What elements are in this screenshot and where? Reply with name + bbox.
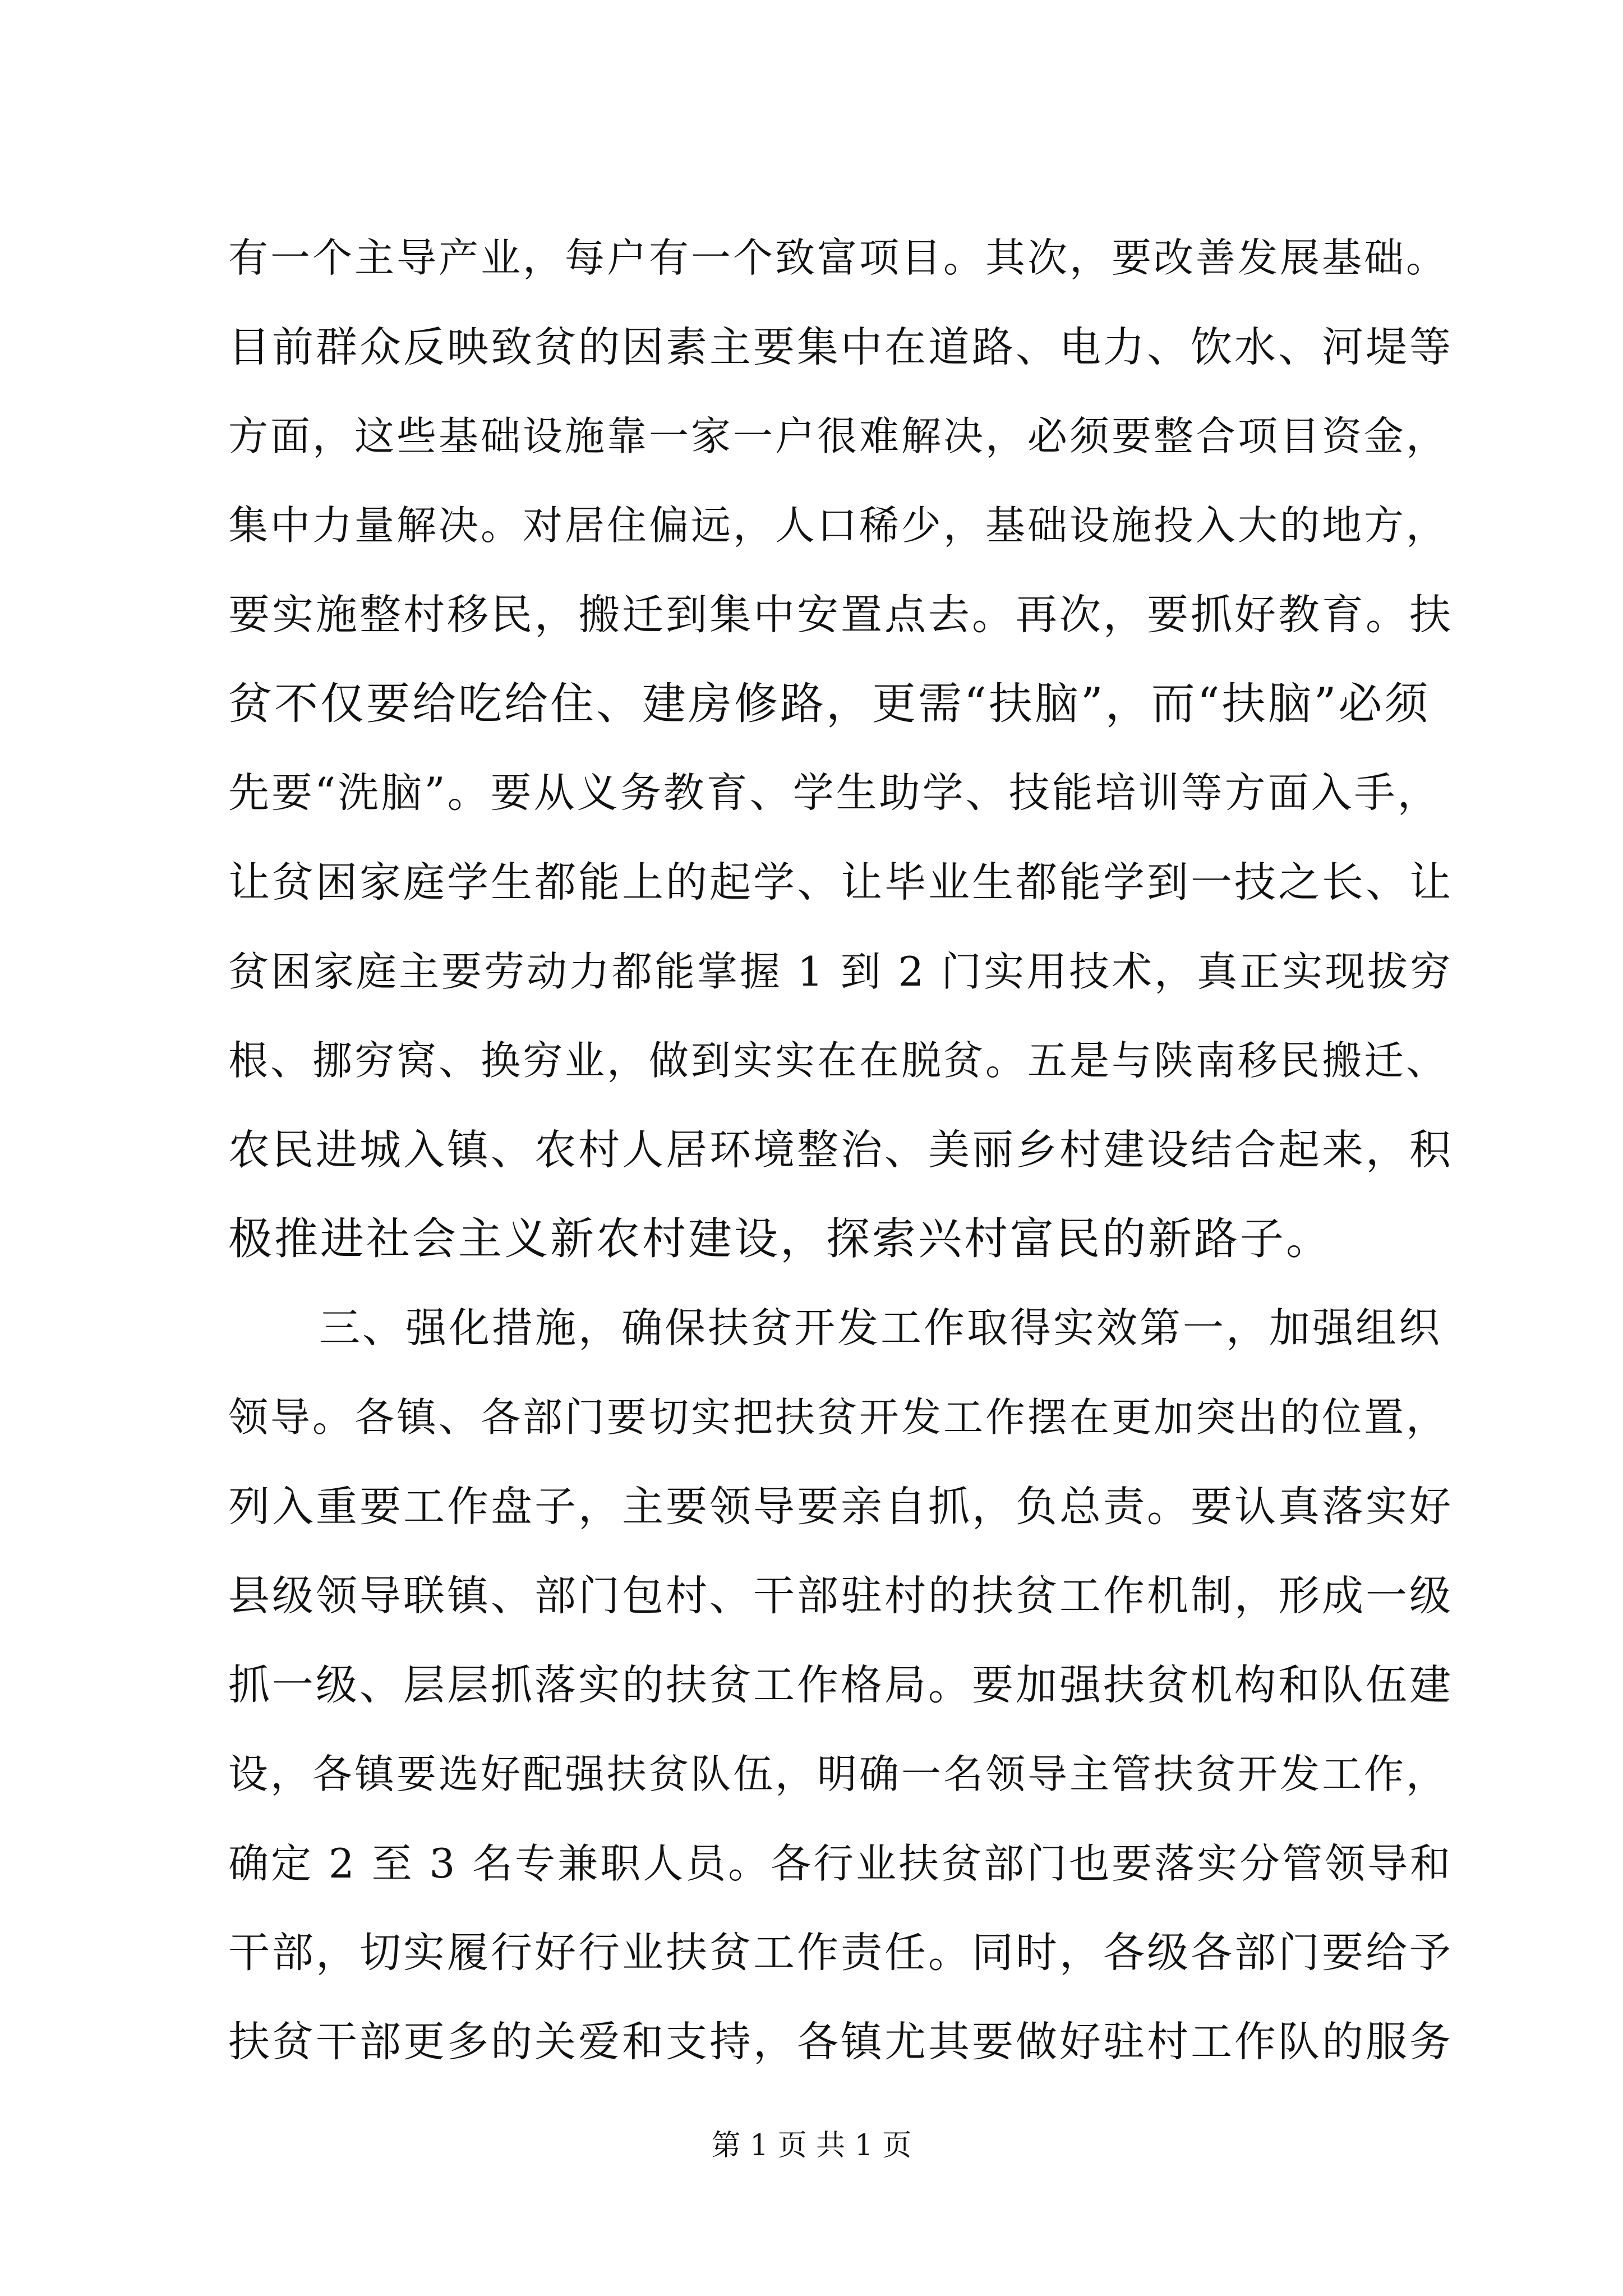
text-line: 抓一级、层层抓落实的扶贫工作格局。要加强扶贫机构和队伍建: [228, 1661, 1453, 1709]
text-line: 方面，这些基础设施靠一家一户很难解决，必须要整合项目资金，: [228, 413, 1449, 459]
page-number-footer: 第 1 页 共 1 页: [711, 2129, 912, 2162]
text-line: 极推进社会主义新农村建设，探索兴村富民的新路子。: [228, 1214, 1332, 1264]
text-line: 县级领导联镇、部门包村、干部驻村的扶贫工作机制，形成一级: [228, 1572, 1453, 1620]
text-line: 贫不仅要给吃给住、建房修路，更需“扶脑”，而“扶脑”必须: [228, 679, 1431, 729]
text-line: 根、挪穷窝、换穷业，做到实实在在脱贫。五是与陕南移民搬迁、: [228, 1037, 1449, 1084]
text-line: 列入重要工作盘子，主要领导要亲自抓，负总责。要认真落实好: [228, 1483, 1453, 1531]
text-line: 领导。各镇、各部门要切实把扶贫开发工作摆在更加突出的位置，: [228, 1394, 1449, 1441]
text-line: 让贫困家庭学生都能上的起学、让毕业生都能学到一技之长、让: [228, 858, 1453, 907]
text-line: 扶贫干部更多的关爱和支持，各镇尤其要做好驻村工作队的服务: [228, 2018, 1453, 2066]
text-line: 先要“洗脑”。要从义务教育、学生助学、技能培训等方面入手，: [228, 769, 1441, 817]
text-line: 集中力量解决。对居住偏远，人口稀少，基础设施投入大的地方，: [228, 502, 1449, 549]
text-line: 贫困家庭主要劳动力都能掌握 1 到 2 门实用技术，真正实现拔穷: [228, 948, 1453, 995]
text-line: 有一个主导产业，每户有一个致富项目。其次，要改善发展基础。: [228, 234, 1449, 281]
text-line: 农民进城入镇、农村人居环境整治、美丽乡村建设结合起来，积: [228, 1126, 1453, 1174]
text-line: 干部，切实履行好行业扶贫工作责任。同时，各级各部门要给予: [228, 1929, 1453, 1977]
section-heading-line: 三、强化措施，确保扶贫开发工作取得实效第一，加强组织: [319, 1304, 1442, 1352]
text-line: 设，各镇要选好配强扶贫队伍，明确一名领导主管扶贫开发工作，: [228, 1751, 1449, 1797]
text-line: 目前群众反映致贫的因素主要集中在道路、电力、饮水、河堤等: [228, 323, 1453, 371]
text-line: 要实施整村移民，搬迁到集中安置点去。再次，要抓好教育。扶: [228, 591, 1453, 639]
text-line: 确定 2 至 3 名专兼职人员。各行业扶贫部门也要落实分管领导和: [228, 1840, 1453, 1887]
